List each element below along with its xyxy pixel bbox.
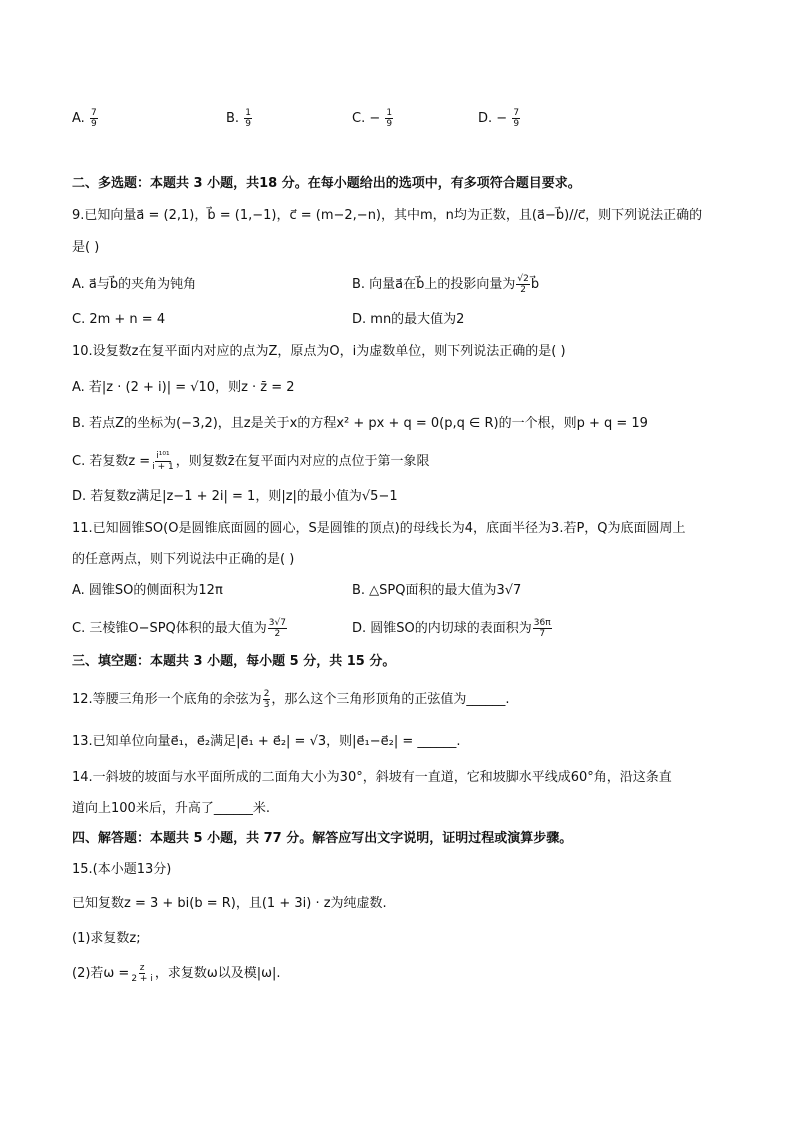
fraction (130, 963, 154, 984)
section-heading-fill-in: 三、填空题：本题共 3 小题，每小题 5 分，共 15 分。 (72, 654, 396, 669)
denominator: 9 (513, 119, 520, 129)
fraction (151, 451, 175, 472)
numerator: i¹⁰¹ (156, 451, 170, 461)
fraction (90, 108, 98, 129)
q14-line1: 14.一斜坡的坡面与水平面所成的二面角大小为30°，斜坡有一直道，它和坡脚水平线成60°角，沿这条直 (72, 770, 672, 785)
q15-stem: 已知复数z = 3 + bi(b = R)，且(1 + 3i) · z为纯虚数. (72, 896, 387, 911)
q10-option-d: D. 若复数z满足|z−1 + 2i| = 1，则|z|的最小值为√5−1 (72, 489, 398, 504)
q14-line2: 道向上100米后，升高了______米. (72, 801, 270, 816)
q8-option-b-label: B. (226, 111, 240, 126)
q9-option-a: A. a⃗与b⃗的夹角为钝角 (72, 277, 197, 292)
fraction (244, 108, 252, 129)
q13: 13.已知单位向量e⃗₁，e⃗₂满足|e⃗₁ + e⃗₂| = √3，则|e⃗₁−e⃗₂| = ______. (72, 734, 461, 749)
denominator: 2 + i (131, 974, 153, 984)
numerator: 2 (263, 689, 270, 699)
q11-option-a: A. 圆锥SO的侧面积为12π (72, 583, 223, 598)
denominator: i + 1 (152, 462, 174, 472)
fraction (263, 689, 271, 710)
numerator: √2 (517, 274, 529, 284)
q9-option-b (352, 274, 539, 295)
fraction (385, 108, 393, 129)
section-heading-multiple-choice: 二、多选题：本题共 3 小题，共18 分。在每小题给出的选项中，有多项符合题目要求。 (72, 176, 581, 191)
q9-option-b-vector: b⃗ (530, 277, 540, 292)
q15-part2 (72, 963, 281, 984)
q8-option-d (478, 108, 521, 129)
q15-part2-tail: ，求复数ω以及模|ω|. (154, 966, 281, 981)
q8-option-c-label: C. − (352, 111, 381, 126)
q11-stem-line2: 的任意两点，则下列说法中正确的是( ) (72, 552, 295, 567)
numerator: 3√7 (268, 618, 286, 628)
denominator: 2 (274, 629, 281, 639)
q11-option-c-text: C. 三棱锥O−SPQ体积的最大值为 (72, 621, 267, 636)
denominator: 9 (386, 119, 393, 129)
q15-title: 15.(本小题13分) (72, 862, 172, 877)
q10-option-b: B. 若点Z的坐标为(−3,2)，且z是关于x的方程x² + px + q = 0(p,q ∈ R)的一个根，则p + q = 19 (72, 416, 648, 431)
q12-tail: ，那么这个三角形顶角的正弦值为______. (271, 692, 510, 707)
q11-option-b: B. △SPQ面积的最大值为3√7 (352, 583, 522, 598)
q15-part1: (1)求复数z; (72, 931, 141, 946)
numerator: z (139, 963, 145, 973)
q8-option-c (352, 108, 394, 129)
q9-stem-line2: 是( ) (72, 240, 100, 255)
q8-option-b (226, 108, 253, 129)
fraction (516, 274, 529, 295)
numerator: 7 (90, 108, 97, 118)
q12-text: 12.等腰三角形一个底角的余弦为 (72, 692, 262, 707)
q15-part2-text: (2)若ω = (72, 966, 130, 981)
denominator: 9 (245, 119, 251, 129)
q8-option-d-label: D. − (478, 111, 508, 126)
numerator: 36π (533, 618, 551, 628)
fraction (512, 108, 520, 129)
fraction (533, 618, 552, 639)
q10-option-c-text: C. 若复数z = (72, 454, 151, 469)
q10-stem: 10.设复数z在复平面内对应的点为Z，原点为O，i为虚数单位，则下列说法正确的是( ) (72, 344, 566, 359)
q10-option-c (72, 451, 430, 472)
q9-option-d: D. mn的最大值为2 (352, 312, 465, 327)
numerator: 7 (513, 108, 520, 118)
denominator: 2 (520, 285, 526, 295)
q9-stem-line1: 9.已知向量a⃗ = (2,1)，b⃗ = (1,−1)，c⃗ = (m−2,−n)，其中m，n均为正数，且(a⃗−b⃗)//c⃗，则下列说法正确的 (72, 208, 703, 223)
q11-option-d-text: D. 圆锥SO的内切球的表面积为 (352, 621, 532, 636)
q8-option-a (72, 108, 99, 129)
q12 (72, 689, 510, 710)
q8-option-a-label: A. (72, 111, 85, 126)
fraction (268, 618, 287, 639)
q10-option-c-tail: ，则复数z̄在复平面内对应的点位于第一象限 (175, 454, 430, 469)
numerator: 1 (386, 108, 393, 118)
q9-option-c: C. 2m + n = 4 (72, 312, 166, 327)
q11-option-c (72, 618, 288, 639)
q11-stem-line1: 11.已知圆锥SO(O是圆锥底面圆的圆心，S是圆锥的顶点)的母线长为4，底面半径为3.若P，Q为底面圆周上 (72, 521, 686, 536)
section-heading-problems: 四、解答题：本题共 5 小题，共 77 分。解答应写出文字说明，证明过程或演算步骤。 (72, 831, 573, 846)
denominator: 9 (90, 119, 97, 129)
numerator: 1 (245, 108, 251, 118)
denominator: 3 (263, 700, 270, 710)
q10-option-a: A. 若|z · (2 + i)| = √10，则z · z̄ = 2 (72, 380, 295, 395)
q9-option-b-text: B. 向量a⃗在b⃗上的投影向量为 (352, 277, 516, 292)
denominator: 7 (539, 629, 546, 639)
q11-option-d (352, 618, 553, 639)
